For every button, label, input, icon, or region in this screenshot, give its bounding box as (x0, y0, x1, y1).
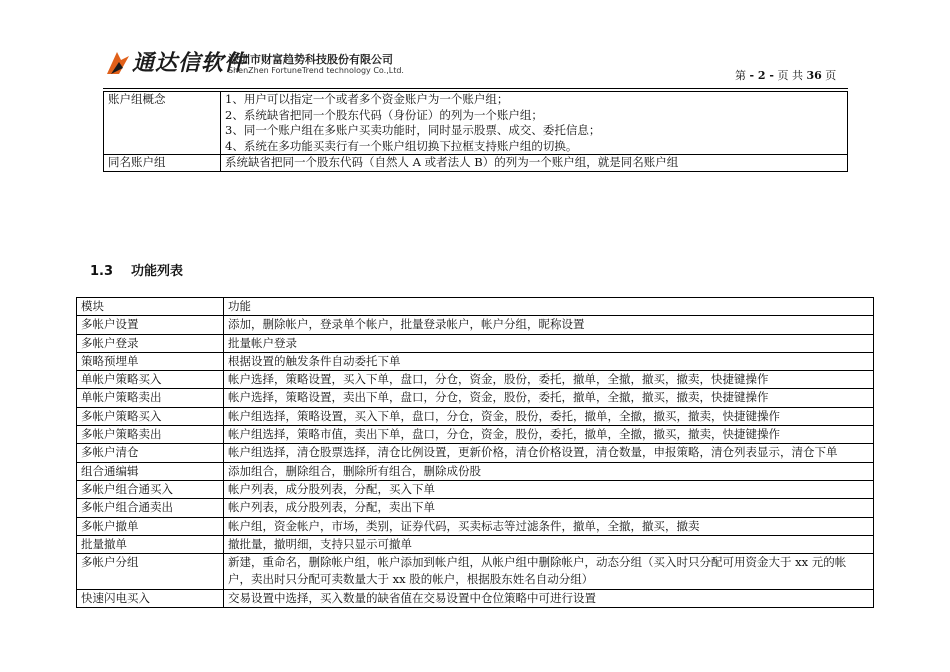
module-cell: 多帐户撤单 (77, 517, 224, 535)
table-row (77, 389, 874, 407)
definition-line: 3、同一个账户组在多账户买卖功能时，同时显示股票、成交、委托信息； (225, 123, 601, 137)
module-cell: 多帐户策略卖出 (77, 426, 224, 444)
table-row (77, 554, 874, 590)
glossary-table (103, 91, 848, 172)
table-row (77, 462, 874, 480)
header-module: 模块 (77, 298, 224, 316)
table-row (77, 444, 874, 462)
header-rule (103, 88, 848, 89)
brand-name: 通达信软件 (132, 51, 248, 76)
section-title: 功能列表 (131, 264, 184, 279)
function-cell: 添加组合，删除组合，删除所有组合，删除成份股 (224, 462, 874, 480)
table-row (77, 334, 874, 352)
function-cell: 批量帐户登录 (224, 334, 874, 352)
module-cell: 批量撤单 (77, 535, 224, 553)
function-cell: 帐户组选择，策略市值，卖出下单，盘口，分仓，资金，股份，委托，撤单，全撤，撤买，撤卖，快捷键操作 (224, 426, 874, 444)
table-row (77, 499, 874, 517)
table-row (77, 352, 874, 370)
function-cell: 帐户组，资金帐户，市场，类别，证券代码，买卖标志等过滤条件，撤单，全撤，撤买，撤卖 (224, 517, 874, 535)
definition-line: 系统缺省把同一个股东代码（自然人 A 或者法人 B）的列为一个账户组，就是同名账户组 (225, 155, 679, 169)
definition-line: 2、系统缺省把同一个股东代码（身份证）的列为一个账户组； (225, 107, 543, 122)
module-cell: 多帐户策略买入 (77, 407, 224, 425)
glossary-definition (221, 92, 848, 155)
function-cell: 根据设置的触发条件自动委托下单 (224, 352, 874, 370)
function-cell: 新建，重命名，删除帐户组，帐户添加到帐户组，从帐户组中删除帐户，动态分组（买入时只分配可用资金大于 xx 元的帐户，卖出时只分配可卖数量大于 xx 股的帐户，根据股东姓名自动分组） (224, 554, 874, 590)
glossary-term: 同名账户组 (104, 155, 221, 172)
module-cell: 组合通编辑 (77, 462, 224, 480)
function-cell: 帐户组选择，策略设置，买入下单，盘口，分仓，资金，股份，委托，撤单，全撤，撤买，撤卖，快捷键操作 (224, 407, 874, 425)
table-row (77, 535, 874, 553)
module-cell: 多帐户组合通买入 (77, 480, 224, 498)
table-row (77, 589, 874, 607)
company-name-cn: 深圳市财富趋势科技股份有限公司 (228, 53, 393, 66)
function-cell: 帐户组选择，清仓股票选择，清仓比例设置，更新价格，清仓价格设置，清仓数量，申报策略，清仓列表显示，清仓下单 (224, 444, 874, 462)
function-cell: 帐户选择，策略设置，买入下单，盘口，分仓，资金，股份，委托，撤单，全撤，撤买，撤卖，快捷键操作 (224, 371, 874, 389)
module-cell: 多帐户设置 (77, 316, 224, 334)
table-row (77, 517, 874, 535)
page-header (0, 0, 950, 90)
header-function: 功能 (224, 298, 874, 316)
table-row (77, 371, 874, 389)
table-row (77, 426, 874, 444)
function-table (76, 297, 874, 608)
function-cell: 添加，删除帐户，登录单个帐户，批量登录帐户，帐户分组，昵称设置 (224, 316, 874, 334)
table-row (77, 480, 874, 498)
definition-line: 4、系统在多功能买卖行有一个账户组切换下拉框支持账户组的切换。 (225, 138, 578, 153)
module-cell: 多帐户登录 (77, 334, 224, 352)
definition-line: 1、用户可以指定一个或者多个资金账户为一个账户组； (225, 92, 509, 106)
module-cell: 快速闪电买入 (77, 589, 224, 607)
function-cell: 交易设置中选择，买入数量的缺省值在交易设置中仓位策略中可进行设置 (224, 589, 874, 607)
module-cell: 单帐户策略买入 (77, 371, 224, 389)
section-number: 1.3 (90, 264, 114, 279)
glossary-definition (221, 155, 848, 172)
glossary-row (104, 92, 848, 155)
glossary-term: 账户组概念 (104, 92, 221, 155)
function-cell: 帐户列表，成分股列表，分配，买入下单 (224, 480, 874, 498)
table-row (77, 316, 874, 334)
company-logo-icon (103, 48, 133, 78)
company-name-en: ShenZhen FortuneTrend technology Co.,Ltd. (228, 66, 404, 75)
glossary-row (104, 155, 848, 172)
module-cell: 多帐户组合通卖出 (77, 499, 224, 517)
section-heading (90, 260, 183, 279)
function-cell: 帐户选择，策略设置，卖出下单，盘口，分仓，资金，股份，委托，撤单，全撤，撤买，撤卖，快捷键操作 (224, 389, 874, 407)
function-cell: 撤批量，撤明细，支持只显示可撤单 (224, 535, 874, 553)
table-row (77, 407, 874, 425)
page-number: 第 - 2 - 页 共 36 页 (735, 69, 837, 82)
function-cell: 帐户列表，成分股列表，分配，卖出下单 (224, 499, 874, 517)
module-cell: 策略预埋单 (77, 352, 224, 370)
module-cell: 单帐户策略卖出 (77, 389, 224, 407)
table-header-row (77, 298, 874, 316)
module-cell: 多帐户分组 (77, 554, 224, 590)
module-cell: 多帐户清仓 (77, 444, 224, 462)
